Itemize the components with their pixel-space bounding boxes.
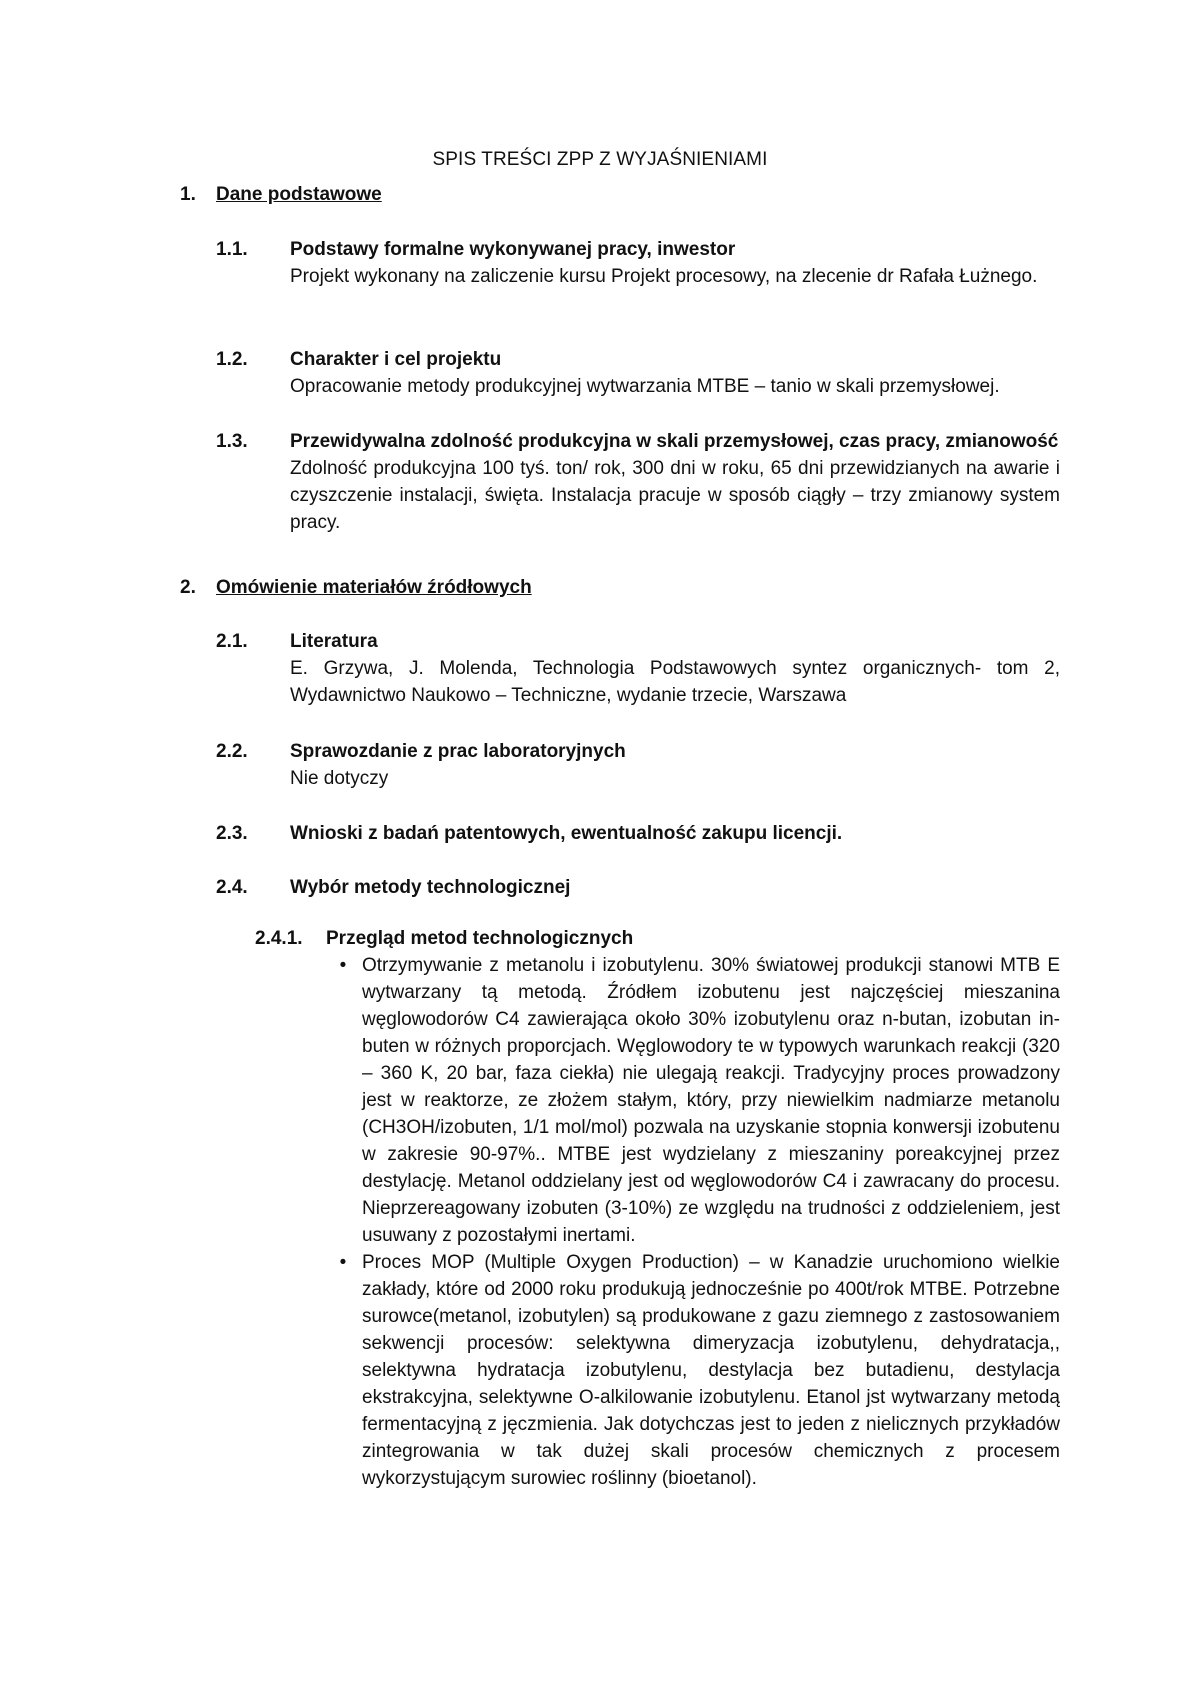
subsubsection-2-4-1-number: 2.4.1. [255, 928, 303, 949]
subsubsection-2-4-1-title: Przegląd metod technologicznych [326, 928, 634, 949]
subsection-1-2 [290, 346, 1060, 400]
subsection-2-2-body: Nie dotyczy [290, 768, 389, 789]
subsection-2-1-number: 2.1. [216, 631, 248, 652]
subsection-2-1-title: Literatura [290, 631, 378, 652]
subsection-1-1 [290, 236, 1060, 290]
subsection-1-1-title: Podstawy formalne wykonywanej pracy, inwestor [290, 239, 736, 260]
subsection-1-3 [290, 428, 1060, 536]
subsection-2-2-title: Sprawozdanie z prac laboratoryjnych [290, 741, 626, 762]
bullet-marker: • [339, 1252, 347, 1273]
subsection-2-4 [290, 874, 1060, 901]
subsection-2-4-number: 2.4. [216, 877, 248, 898]
subsection-1-1-body: Projekt wykonany na zaliczenie kursu Projekt procesowy, na zlecenie dr Rafała Łużnego. [290, 266, 1038, 287]
subsection-1-2-body: Opracowanie metody produkcyjnej wytwarzania MTBE – tanio w skali przemysłowej. [290, 376, 1000, 397]
subsection-2-3-title: Wnioski z badań patentowych, ewentualność zakupu licencji. [290, 823, 843, 844]
bullet-text: Otrzymywanie z metanolu i izobutylenu. 30% światowej produkcji stanowi MTB E wytwarzany tą metodą. Źródłem izobutenu jest najczęściej mieszanina węglowodorów C4 zawierająca około 30% izobutylenu oraz n-butan, izobutan in-buten w różnych proporcjach. Węglowodory te w typowych warunkach reakcji (320 – 360 K, 20 bar, faza ciekła) nie ulegają reakcji. Tradycyjny proces prowadzony jest w reaktorze, ze złożem stałym, który, przy niewielkim nadmiarze metanolu (CH3OH/izobuten, 1/1 mol/mol) pozwala na uzyskanie stopnia konwersji izobutenu w zakresie 90-97%.. MTBE jest wydzielany z mieszaniny poreakcyjnej przez destylację. Metanol oddzielany jest od węglowodorów C4 i zawracany do procesu. Nieprzereagowany izobuten (3-10%) ze względu na trudności z oddzieleniem, jest usuwany z pozostałymi inertami. [362, 955, 1060, 1246]
subsection-1-2-number: 1.2. [216, 349, 248, 370]
section-1-number: 1. [180, 184, 196, 205]
subsection-2-3-number: 2.3. [216, 823, 248, 844]
subsection-2-4-title: Wybór metody technologicznej [290, 877, 571, 898]
subsection-2-3 [290, 820, 1060, 847]
document-title: SPIS TREŚCI ZPP Z WYJAŚNIENIAMI [432, 149, 768, 170]
subsection-2-1-body: E. Grzywa, J. Molenda, Technologia Podstawowych syntez organicznych- tom 2, Wydawnictwo Naukowo – Techniczne, wydanie trzecie, Warszawa [290, 658, 1060, 706]
section-1-title: Dane podstawowe [216, 184, 382, 205]
subsection-1-3-title: Przewidywalna zdolność produkcyjna w skali przemysłowej, czas pracy, zmianowość [290, 431, 1059, 452]
section-2-title: Omówienie materiałów źródłowych [216, 577, 532, 598]
bullet-list [334, 952, 1060, 1492]
subsection-1-3-number: 1.3. [216, 431, 248, 452]
list-item [334, 1249, 1060, 1492]
section-2-number: 2. [180, 577, 196, 598]
subsection-1-3-body: Zdolność produkcyjna 100 tyś. ton/ rok, 300 dni w roku, 65 dni przewidzianych na awarie i czyszczenie instalacji, święta. Instalacja pracuje w sposób ciągły – trzy zmianowy system pracy. [290, 458, 1060, 533]
list-item [334, 952, 1060, 1249]
subsection-2-2 [290, 738, 1060, 792]
subsection-2-1 [290, 628, 1060, 709]
subsection-1-1-number: 1.1. [216, 239, 248, 260]
subsection-1-2-title: Charakter i cel projektu [290, 349, 502, 370]
subsection-2-2-number: 2.2. [216, 741, 248, 762]
bullet-text: Proces MOP (Multiple Oxygen Production) – w Kanadzie uruchomiono wielkie zakłady, które od 2000 roku produkują jednocześnie po 400t/rok MTBE. Potrzebne surowce(metanol, izobutylen) są produkowane z gazu ziemnego z zastosowaniem sekwencji procesów: selektywna dimeryzacja izobutylenu, dehydratacja,, selektywna hydratacja izobutylenu, destylacja bez butadienu, destylacja ekstrakcyjna, selektywne O-alkilowanie izobutylenu. Etanol jst wytwarzany metodą fermentacyjną z jęczmienia. Jak dotychczas jest to jeden z nielicznych przykładów zintegrowania w tak dużej skali procesów chemicznych z procesem wykorzystującym surowiec roślinny (bioetanol). [362, 1252, 1060, 1489]
bullet-marker: • [339, 955, 347, 976]
